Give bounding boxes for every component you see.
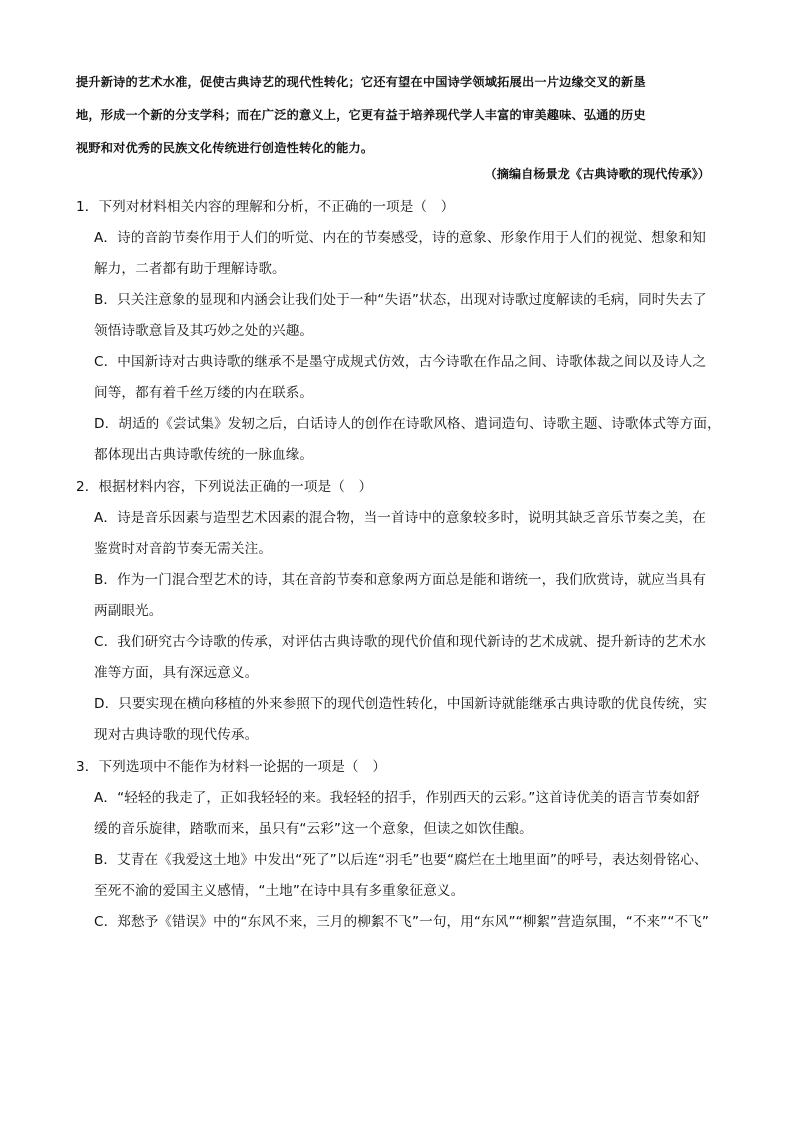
question-2-option-a-cont: 鉴赏时对音韵节奏无需关注。 bbox=[94, 541, 273, 557]
question-1-option-c: C．中国新诗对古典诗歌的继承不是墨守成规式仿效，古今诗歌在作品之间、诗歌体裁之间以及诗人之 bbox=[94, 354, 707, 370]
question-2-option-b: B．作为一门混合型艺术的诗，其在音韵节奏和意象两方面总是能和谐统一，我们欣赏诗，就应当具有 bbox=[94, 572, 706, 588]
question-1-option-c-cont: 间等，都有着千丝万缕的内在联系。 bbox=[94, 385, 314, 401]
question-1-option-b-cont: 领悟诗歌意旨及其巧妙之处的兴趣。 bbox=[94, 323, 314, 339]
question-2-option-a: A．诗是音乐因素与造型艺术因素的混合物，当一首诗中的意象较多时，说明其缺乏音乐节奏之美，在 bbox=[94, 510, 706, 526]
question-3-option-b: B．艾青在《我爱这土地》中发出“死了”以后连“羽毛”也要“腐烂在土地里面”的呼号，表达刻骨铭心、 bbox=[94, 852, 708, 868]
question-2-option-b-cont: 两副眼光。 bbox=[94, 603, 163, 619]
source-citation: （摘编自杨景龙《古典诗歌的现代传承》） bbox=[484, 167, 710, 181]
question-2-option-c: C．我们研究古今诗歌的传承，对评估古典诗歌的现代价值和现代新诗的艺术成就、提升新诗的艺术水 bbox=[94, 634, 707, 650]
question-1-option-a-cont: 解力，二者都有助于理解诗歌。 bbox=[94, 261, 286, 277]
question-3-option-a: A．“轻轻的我走了，正如我轻轻的来。我轻轻的招手，作别西天的云彩。”这首诗优美的语言节奏如舒 bbox=[94, 790, 700, 806]
question-1-option-a: A．诗的音韵节奏作用于人们的听觉、内在的节奏感受，诗的意象、形象作用于人们的视觉、想象和知 bbox=[94, 230, 706, 246]
question-2-option-d-cont: 现对古典诗歌的现代传承。 bbox=[94, 727, 259, 743]
question-3-stem: 3．下列选项中不能作为材料一论据的一项是（ ） bbox=[76, 759, 387, 775]
question-2-stem: 2．根据材料内容，下列说法正确的一项是（ ） bbox=[76, 479, 373, 495]
question-1-stem: 1．下列对材料相关内容的理解和分析，不正确的一项是（ ） bbox=[76, 199, 455, 215]
question-1-option-b: B．只关注意象的显现和内涵会让我们处于一种“失语”状态，出现对诗歌过度解读的毛病，同时失去了 bbox=[94, 292, 707, 308]
question-3-option-b-cont: 至死不渝的爱国主义感情，“土地”在诗中具有多重象征意义。 bbox=[94, 883, 465, 899]
question-2-option-c-cont: 准等方面，具有深远意义。 bbox=[94, 665, 259, 681]
question-1-option-d-cont: 都体现出古典诗歌传统的一脉血缘。 bbox=[94, 447, 314, 463]
intro-line: 视野和对优秀的民族文化传统进行创造性转化的能力。 bbox=[76, 141, 374, 155]
question-3-option-c: C．郑愁予《错误》中的“东风不来，三月的柳絮不飞”一句，用“东风”“柳絮”营造氛围，“不来”“不飞” bbox=[94, 914, 710, 930]
question-1-option-d: D．胡适的《尝试集》发轫之后，白话诗人的创作在诗歌风格、遣词造句、诗歌主题、诗歌体式等方面， bbox=[94, 416, 721, 432]
intro-line: 提升新诗的艺术水准，促使古典诗艺的现代性转化；它还有望在中国诗学领域拓展出一片边缘交叉的新垦 bbox=[76, 75, 646, 89]
intro-line: 地，形成一个新的分支学科；而在广泛的意义上，它更有益于培养现代学人丰富的审美趣味、弘通的历史 bbox=[76, 108, 646, 122]
question-3-option-a-cont: 缓的音乐旋律，踏歌而来，虽只有“云彩”这一个意象，但读之如饮佳酿。 bbox=[94, 821, 533, 837]
question-2-option-d: D．只要实现在横向移植的外来参照下的现代创造性转化，中国新诗就能继承古典诗歌的优良传统，实 bbox=[94, 696, 708, 712]
